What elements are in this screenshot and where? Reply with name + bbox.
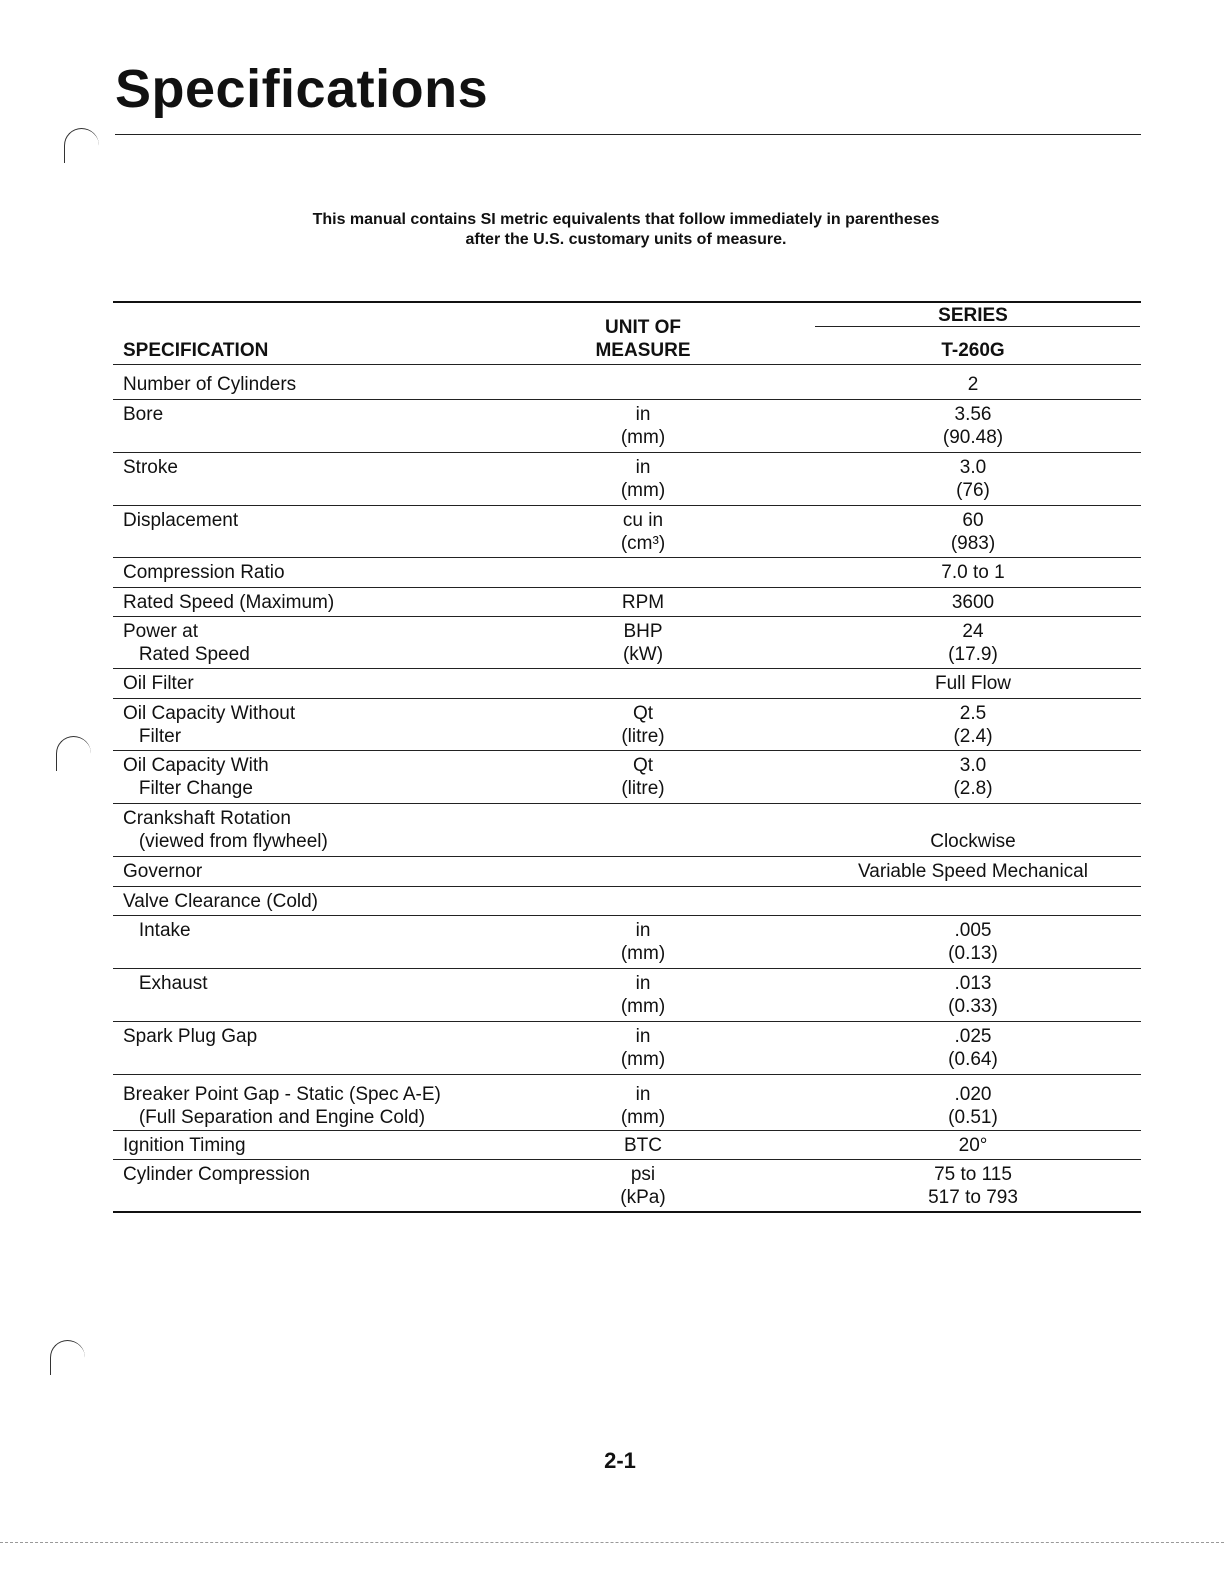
- value-cell: 60 (983): [950, 510, 996, 554]
- series-divider: [815, 326, 1140, 327]
- unit-cell: BHP (kW): [622, 621, 664, 665]
- unit-cell: in (mm): [620, 920, 666, 964]
- title-divider: [115, 134, 1141, 135]
- metric-note-line-2: after the U.S. customary units of measure.: [465, 231, 787, 248]
- value-cell: 20°: [958, 1135, 988, 1156]
- unit-cell: psi (kPa): [620, 1164, 666, 1208]
- spec-cell: Oil Filter: [123, 673, 194, 694]
- value-cell: 75 to 115 517 to 793: [928, 1164, 1018, 1208]
- value-cell: 3.0 (76): [956, 457, 990, 501]
- spec-cell: Oil Capacity Without Filter: [123, 703, 296, 747]
- spec-cell: Power at Rated Speed: [123, 621, 250, 665]
- table-row: [113, 915, 1141, 969]
- spec-cell: Displacement: [123, 510, 239, 531]
- value-cell: Full Flow: [934, 673, 1011, 694]
- binder-hole-mark: [50, 1340, 85, 1375]
- table-row: [113, 399, 1141, 453]
- table-top-rule: [113, 301, 1141, 303]
- spec-cell: Number of Cylinders: [123, 374, 297, 395]
- spec-cell: Breaker Point Gap - Static (Spec A-E) (Full Separation and Engine Cold): [123, 1084, 441, 1128]
- header-unit-line-1: UNIT OF: [605, 317, 681, 338]
- header-bottom-rule: [113, 364, 1141, 365]
- table-row: [113, 452, 1141, 506]
- value-cell: 2.5 (2.4): [953, 703, 993, 747]
- table-row: [113, 557, 1141, 588]
- value-cell: .013 (0.33): [948, 973, 998, 1017]
- spec-cell: Crankshaft Rotation (viewed from flywheel): [123, 808, 328, 852]
- value-cell: 7.0 to 1: [941, 562, 1005, 583]
- spec-cell: Compression Ratio: [123, 562, 285, 583]
- unit-cell: in (mm): [620, 457, 666, 501]
- header-specification: SPECIFICATION: [123, 340, 269, 361]
- unit-cell: cu in (cm³): [620, 510, 666, 554]
- binder-hole-mark: [56, 736, 91, 771]
- spec-cell: Stroke: [123, 457, 178, 478]
- value-cell: 24 (17.9): [948, 621, 998, 665]
- table-row: [113, 1021, 1141, 1075]
- metric-note-line-1: This manual contains SI metric equivalents that follow immediately in parentheses: [312, 211, 940, 228]
- spec-cell: Cylinder Compression: [123, 1164, 310, 1185]
- spec-cell: Bore: [123, 404, 164, 425]
- unit-cell: BTC: [624, 1135, 662, 1156]
- value-cell: .005 (0.13): [948, 920, 998, 964]
- page-title: Specifications: [115, 59, 489, 119]
- table-row: [113, 698, 1141, 751]
- unit-cell: Qt (litre): [621, 755, 665, 799]
- value-cell: 2: [967, 374, 979, 395]
- spec-cell: Governor: [123, 861, 203, 882]
- spec-cell: Ignition Timing: [123, 1135, 246, 1156]
- value-cell: Variable Speed Mechanical: [858, 861, 1088, 882]
- spec-cell: Intake: [123, 920, 191, 941]
- table-row: [113, 803, 1141, 857]
- table-row: [113, 616, 1141, 669]
- value-cell: .025 (0.64): [948, 1026, 998, 1070]
- unit-cell: in (mm): [620, 404, 666, 448]
- header-model: T-260G: [941, 340, 1005, 361]
- table-row: [113, 1130, 1141, 1160]
- unit-cell: in (mm): [620, 1084, 666, 1128]
- value-cell: .020 (0.51): [948, 1084, 998, 1128]
- spec-cell: Exhaust: [123, 973, 208, 994]
- table-row: [113, 1159, 1141, 1213]
- spec-cell: Valve Clearance (Cold): [123, 891, 319, 912]
- value-cell: Clockwise: [930, 831, 1016, 852]
- value-cell: 3.0 (2.8): [953, 755, 993, 799]
- table-row: [113, 668, 1141, 699]
- unit-cell: Qt (litre): [621, 703, 665, 747]
- binder-hole-mark: [64, 128, 99, 163]
- page-number: 2-1: [604, 1448, 636, 1473]
- unit-cell: in (mm): [620, 1026, 666, 1070]
- table-row: [113, 369, 1141, 400]
- table-row: [113, 505, 1141, 558]
- spec-cell: Rated Speed (Maximum): [123, 592, 335, 613]
- header-unit-line-2: MEASURE: [595, 340, 691, 361]
- table-row: [113, 968, 1141, 1022]
- header-series: SERIES: [938, 305, 1008, 326]
- table-row: [113, 856, 1141, 887]
- spec-cell: Oil Capacity With Filter Change: [123, 755, 269, 799]
- table-row: [113, 587, 1141, 617]
- page-bottom-edge: [0, 1542, 1224, 1543]
- value-cell: 3.56 (90.48): [942, 404, 1004, 448]
- table-row: [113, 1074, 1141, 1131]
- value-cell: 3600: [951, 592, 995, 613]
- unit-cell: in (mm): [620, 973, 666, 1017]
- table-row: [113, 886, 1141, 916]
- table-row: [113, 750, 1141, 804]
- unit-cell: RPM: [621, 592, 665, 613]
- spec-cell: Spark Plug Gap: [123, 1026, 258, 1047]
